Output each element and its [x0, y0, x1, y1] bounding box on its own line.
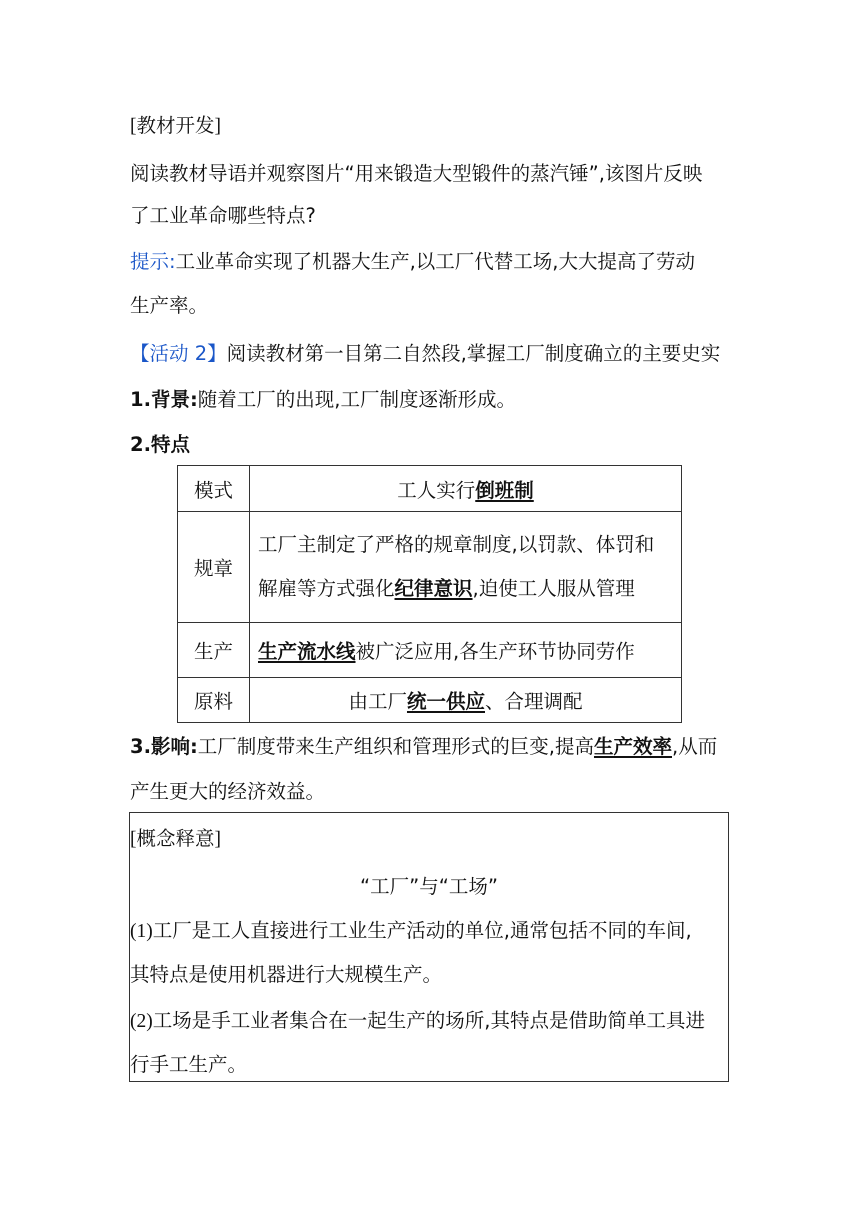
p1-text: 工厂是工人直接进行工业生产活动的单位,通常包括不同的车间,: [152, 919, 692, 942]
table-row: [178, 623, 682, 678]
row-key: 原料: [178, 678, 250, 723]
concept-box: [129, 812, 729, 1082]
value-line-2: [258, 567, 673, 611]
hint-line-1: [130, 252, 695, 272]
hint-label: 提示:: [130, 250, 176, 273]
p1-number: (1): [130, 921, 153, 942]
concept-p1-line-2: 其特点是使用机器进行大规模生产。: [130, 963, 443, 986]
row-key: 生产: [178, 623, 250, 678]
value-text: 由工厂: [348, 690, 407, 713]
p2-number: (2): [130, 1011, 153, 1032]
row-key: 模式: [178, 466, 250, 512]
impact-text-end: ,从而: [672, 735, 718, 758]
question-line-2: 了工业革命哪些特点?: [130, 204, 316, 227]
row-value: [250, 466, 682, 512]
impact-line-1: [130, 737, 717, 757]
impact-label: 3.影响:: [130, 735, 198, 758]
background-text: 随着工厂的出现,工厂制度逐渐形成。: [197, 388, 516, 411]
table-row: [178, 678, 682, 723]
value-text: 工人实行: [397, 478, 476, 502]
value-text: 被广泛应用,各生产环节协同劳作: [355, 640, 635, 663]
question-line-1: 阅读教材导语并观察图片“用来锻造大型锻件的蒸汽锤”,该图片反映: [130, 162, 703, 185]
hint-text-1: 工业革命实现了机器大生产,以工厂代替工场,大大提高了劳动: [175, 250, 695, 273]
hint-line-2: 生产率。: [130, 294, 209, 317]
concept-p2-line-2: 行手工生产。: [130, 1053, 248, 1076]
concept-heading: [概念释意]: [130, 829, 221, 850]
value-line-1: 工厂主制定了严格的规章制度,以罚款、体罚和: [258, 533, 655, 556]
background-label: 1.背景:: [130, 388, 198, 411]
background-line: [130, 390, 516, 410]
features-table: [177, 465, 682, 723]
row-value: [250, 512, 682, 623]
value-text: 解雇等方式强化: [258, 577, 395, 600]
concept-p2-line-1: [130, 1011, 705, 1032]
features-label: 2.特点: [130, 433, 190, 456]
table-row: [178, 466, 682, 512]
activity-label: 【活动 2】: [130, 342, 227, 365]
activity-line: [130, 344, 720, 364]
impact-line-2: 产生更大的经济效益。: [130, 780, 326, 803]
row-key: 规章: [178, 512, 250, 623]
key-term: 倒班制: [475, 478, 534, 502]
p2-text: 工场是手工业者集合在一起生产的场所,其特点是借助简单工具进: [152, 1009, 705, 1032]
row-value: [250, 678, 682, 723]
value-text: ,迫使工人服从管理: [472, 577, 635, 600]
key-term: 生产流水线: [258, 640, 356, 663]
table-row: [178, 512, 682, 623]
value-text: 、合理调配: [485, 690, 583, 713]
concept-title: “工厂”与“工场”: [360, 875, 498, 898]
impact-text: 工厂制度带来生产组织和管理形式的巨变,提高: [197, 735, 594, 758]
row-value: [250, 623, 682, 678]
material-dev-heading: [教材开发]: [130, 116, 221, 137]
key-term: 纪律意识: [394, 577, 473, 600]
key-term: 生产效率: [593, 735, 672, 758]
activity-text: 阅读教材第一目第二自然段,掌握工厂制度确立的主要史实: [226, 342, 721, 365]
concept-p1-line-1: [130, 921, 692, 942]
key-term: 统一供应: [406, 690, 485, 713]
